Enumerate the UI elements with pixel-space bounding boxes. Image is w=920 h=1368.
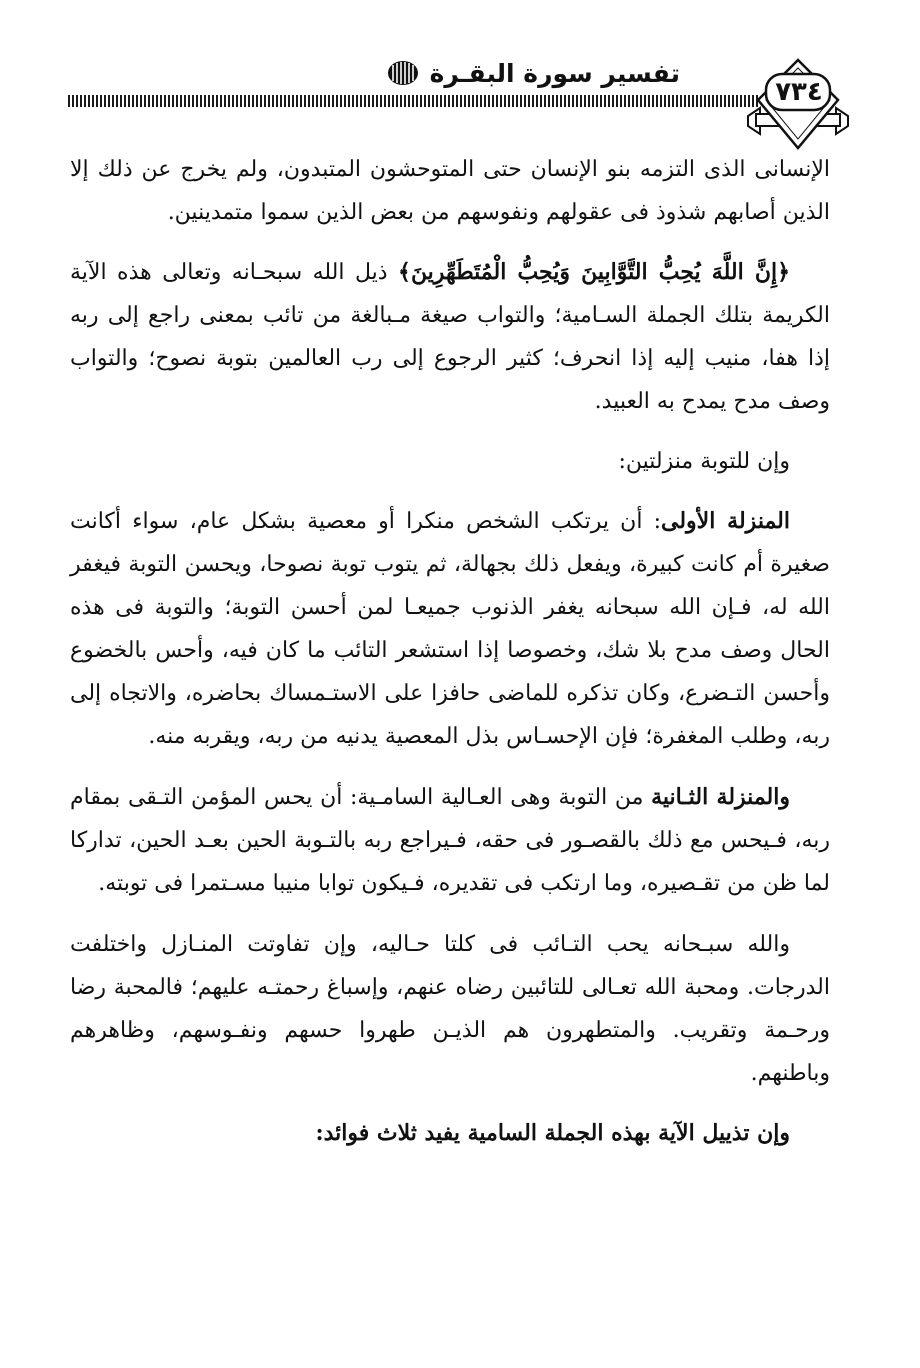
heading-second-station: والمنزلة الثـانية [651,784,790,810]
page-number-badge [746,56,850,154]
heading-first-station: المنزلة الأولى [661,508,790,534]
running-head [386,48,680,98]
running-title: تفسير سورة البقـرة [429,58,680,88]
paragraph-text: : أن يرتكب الشخص منكرا أو معصية بشكل عام، سواء أكانت صغيرة أم كانت كبيرة، ويفعل ذلك بجهالة، ثم يتوب توبة نصوحا، ويحسن التوبة فيغفر الله له، فـإن الله سبحانه يغفر الذنوب جميعـا لمن أحسن التوبة؛ والتوبة فى هذه الحال وصف مدح بلا شك، وخصوصا إذا استشعر التائب ما كان فيه، وأحس بالخضوع وأحسن التـضرع، وكان تذكره للماضى حافزا على الاستـمساك بحاضره، والاتجاه إلى ربه، وطلب المغفرة؛ فإن الإحسـاس بذل المعصية يدنيه من ربه، ويقربه منه. [70,509,830,749]
page-body [70,148,830,1155]
paragraph-text: ذيل الله سبحـانه وتعالى هذه الآية الكريمة بتلك الجملة السـامية؛ والتواب صيغة مـبالغة من تائب بمعنى راجع إلى ربه إذا هفا، منيب إليه إذا انحرف؛ كثير الرجوع إلى رب العالمين بتوبة نصوح؛ والتواب وصف مدح يمدح به العبيد. [70,260,830,414]
book-ornament-icon [386,56,420,90]
paragraph-verse-commentary [70,251,830,423]
header-rule [68,95,758,107]
paragraph-three-benefits: وإن تذييل الآية بهذه الجملة السامية يفيد ثلاث فوائد: [315,1120,790,1146]
quran-verse: ﴿إِنَّ اللَّهَ يُحِبُّ التَّوَّابِينَ وَيُحِبُّ الْمُتَطَهِّرِينَ﴾ [398,259,790,285]
paragraph-first-station [70,500,830,758]
page-number: ٧٣٤ [775,77,823,107]
paragraph-intro: وإن للتوبة منزلتين: [618,449,790,474]
paragraph-second-station [70,776,830,905]
paragraph-love-of-god: والله سبـحانه يحب التـائب فى كلتا حـاليه، وإن تفاوتت المنـازل واختلفت الدرجات. ومحبة الله تعـالى للتائبين رضاه عنهم، وإسباغ رحمتـه عليهم؛ فالمحبة رضا ورحـمة وتقريب. والمتطهرون هم الذيـن طهروا حسهم ونفـوسهم، وظاهرهم وباطنهم. [70,932,830,1086]
paragraph-continuation: الإنسانى الذى التزمه بنو الإنسان حتى المتوحشون المتبدون، ولم يخرج عن ذلك إلا الذين أصابهم شذوذ فى عقولهم ونفوسهم من بعض الذين سموا متمدينين. [70,157,830,225]
paragraph-text: من التوبة وهى العـالية السامـية: أن يحس المؤمن التـقى بمقام ربه، فـيحس مع ذلك بالقصـور فى حقه، فـيراجع ربه بالتـوبة الحين بعـد الحين، تداركا لما ظن من تقـصيره، وما ارتكب فى تقديره، فـيكون توابا منيبا مسـتمرا فى توبته. [70,785,830,896]
